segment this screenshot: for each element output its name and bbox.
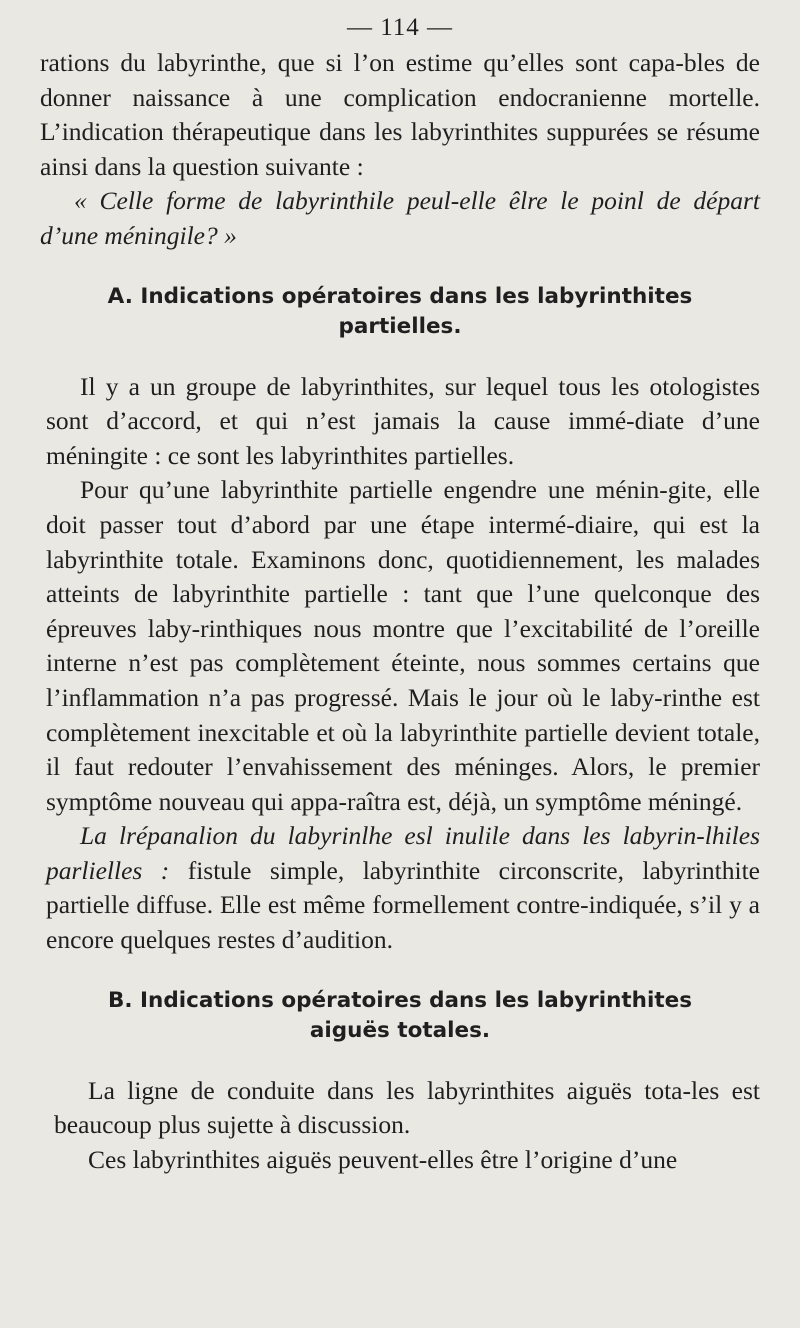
section-b-heading: B. Indications opératoires dans les labyrinthites aiguës totales. — [108, 987, 692, 1043]
paragraph-rest: fistule simple, labyrinthite circonscrite, labyrinthite partielle diffuse. Elle est même formellement contre-indiquée, s’il y a encore quelques restes d’audition. — [46, 855, 760, 955]
spacer — [40, 1046, 760, 1074]
section-a-body — [46, 370, 760, 958]
section-a-paragraph-1: Il y a un groupe de labyrinthites, sur lequel tous les otologistes sont d’accord, et qui n’est jamais la cause immé-diate d’une méningite : ce sont les labyrinthites partielles. — [46, 371, 760, 470]
section-b-body — [54, 1074, 760, 1178]
spacer — [40, 342, 760, 370]
intro-quote — [40, 184, 760, 253]
section-a-paragraph-3 — [46, 819, 760, 957]
section-b-paragraph-1: La ligne de conduite dans les labyrinthites aiguës tota-les est beaucoup plus sujette à discussion. — [54, 1075, 760, 1140]
spacer — [40, 958, 760, 986]
italic-lead: La lrépanalion du labyrinlhe esl inulile dans les labyrin-lhiles parlielles : — [46, 821, 760, 885]
section-a-paragraph-2: Pour qu’une labyrinthite partielle engendre une ménin-gite, elle doit passer tout d’abord par une étape intermé-diaire, qui est la labyrinthite totale. Examinons donc, quotidiennement, les malades atteints de labyrinthite partielle : tant que l’une quelconque des épreuves laby-rinthiques nous montre que l’excitabilité de l’oreille interne n’est pas complètement éteinte, nous sommes certains que l’inflammation n’a pas progressé. Mais le jour où le laby-rinthe est complètement inexcitable et où la labyrinthite partielle devient totale, il faut redouter l’envahissement des méninges. Alors, le premier symptôme nouveau qui appa-raîtra est, déjà, un symptôme méningé. — [46, 475, 760, 816]
spacer — [40, 254, 760, 282]
section-b-paragraph-2: Ces labyrinthites aiguës peuvent-elles être l’origine d’une — [88, 1144, 678, 1174]
intro-paragraph: rations du labyrinthe, que si l’on estime qu’elles sont capa-bles de donner naissance à une complication endocranienne mortelle. L’indication thérapeutique dans les labyrinthites suppurées se résume ainsi dans la question suivante : — [40, 48, 760, 181]
page-number: — 114 — — [346, 14, 454, 41]
section-a-heading: A. Indications opératoires dans les labyrinthites partielles. — [107, 283, 693, 339]
quote-text: « Celle forme de labyrinthile peul-elle êlre le poinl de départ d’une méningile? » — [40, 186, 760, 250]
